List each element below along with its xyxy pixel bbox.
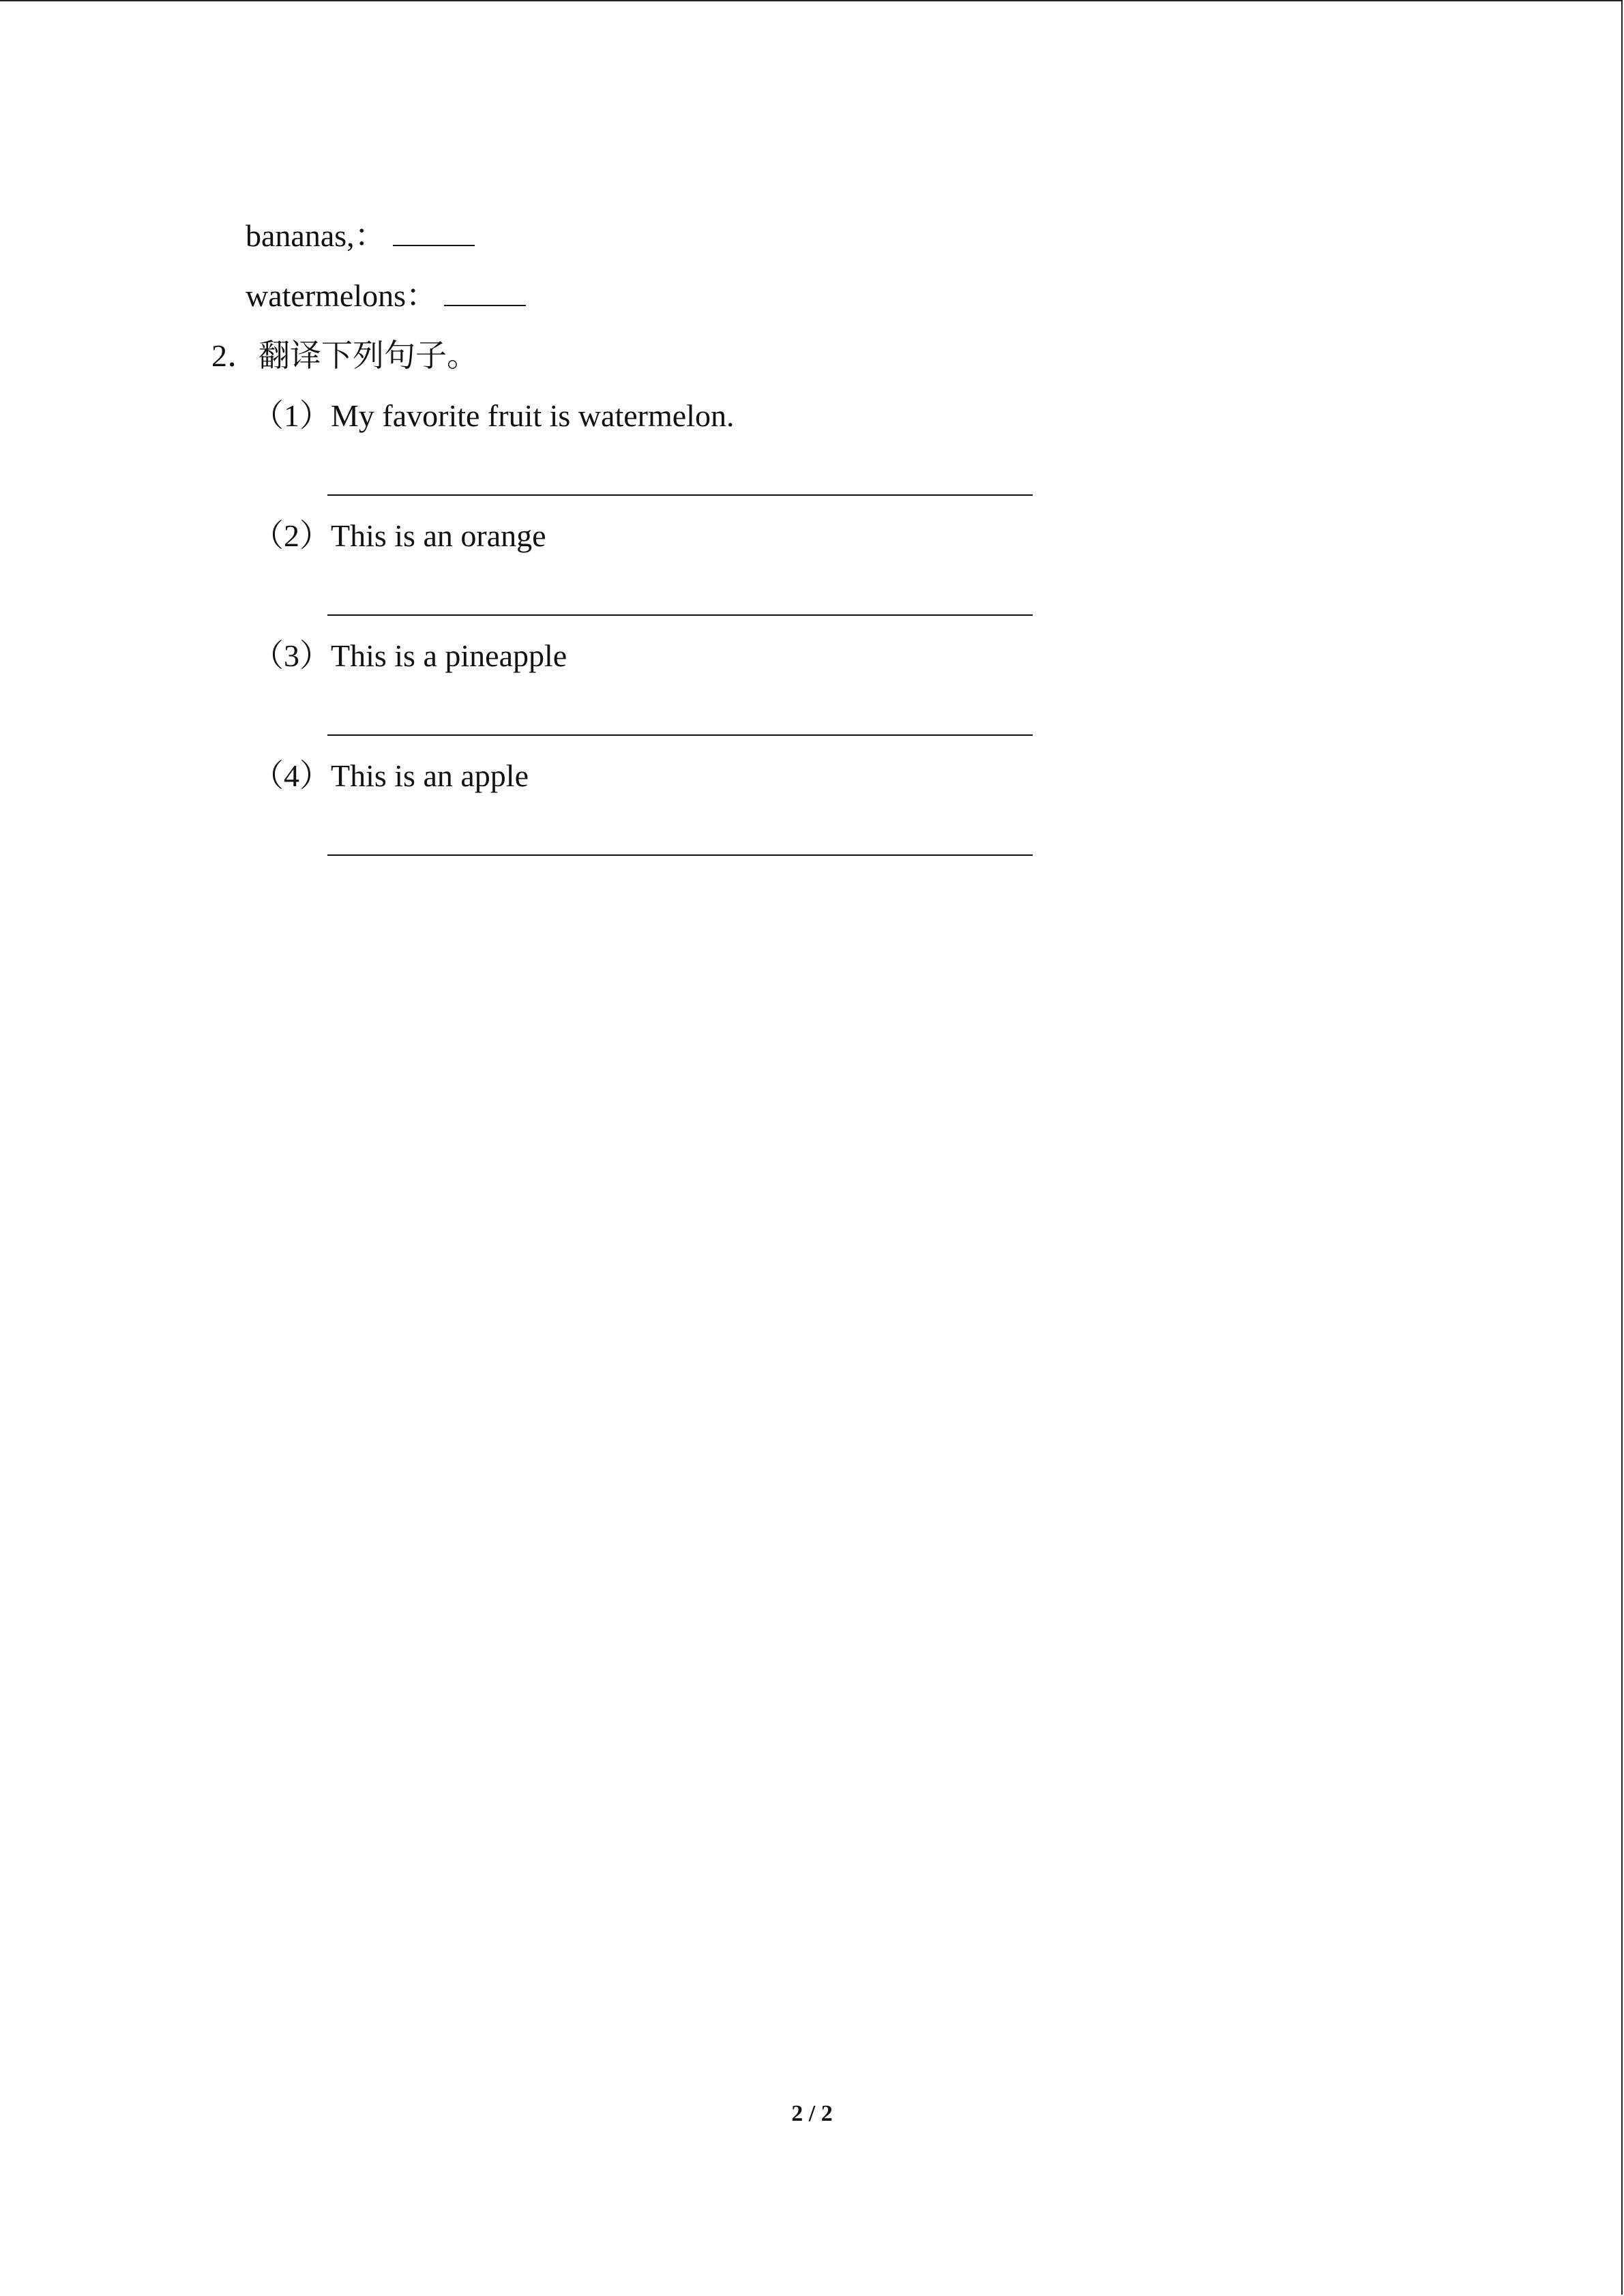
fruit-count-bananas bbox=[246, 217, 475, 255]
fruit-count-watermelons bbox=[246, 277, 526, 315]
fruit-label: watermelons： bbox=[246, 278, 438, 313]
item-number: （1） bbox=[252, 398, 331, 433]
question-instruction: 翻译下列句子。 bbox=[259, 338, 478, 373]
item-sentence: This is a pineapple bbox=[331, 638, 567, 673]
answer-blank[interactable] bbox=[393, 218, 475, 246]
item-number: （4） bbox=[252, 758, 331, 793]
item-sentence: This is an orange bbox=[331, 518, 546, 553]
answer-line-1[interactable] bbox=[327, 494, 1033, 496]
page-number: 2 / 2 bbox=[791, 2101, 833, 2126]
answer-line-2[interactable] bbox=[327, 614, 1033, 616]
question-2-heading bbox=[211, 337, 478, 375]
question-2-item-4 bbox=[252, 757, 529, 795]
question-2-item-2 bbox=[252, 517, 546, 555]
fruit-label: bananas,： bbox=[246, 218, 386, 253]
question-2-item-3 bbox=[252, 637, 567, 675]
item-sentence: This is an apple bbox=[331, 758, 529, 793]
answer-line-4[interactable] bbox=[327, 854, 1033, 856]
item-number: （2） bbox=[252, 518, 331, 553]
question-number: 2． bbox=[211, 338, 259, 373]
answer-blank[interactable] bbox=[444, 278, 526, 306]
question-2-item-1 bbox=[252, 397, 734, 435]
answer-line-3[interactable] bbox=[327, 734, 1033, 736]
item-sentence: My favorite fruit is watermelon. bbox=[331, 398, 735, 433]
item-number: （3） bbox=[252, 638, 331, 673]
